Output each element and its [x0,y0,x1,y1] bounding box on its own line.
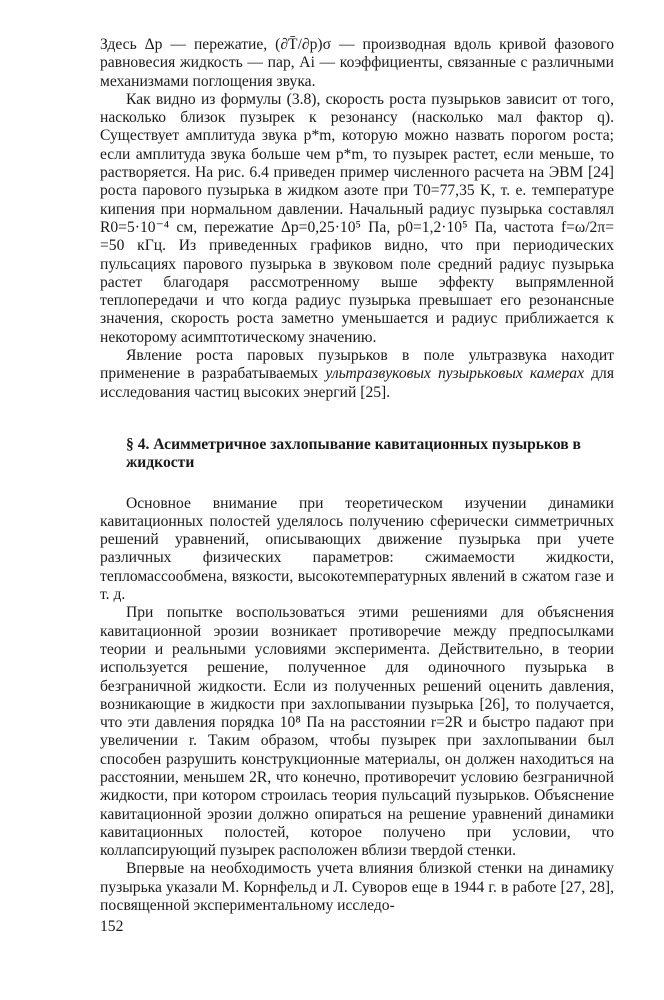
page-number: 152 [100,918,124,935]
paragraph-3-text-a: Явление роста паровых пузырьков в поле ультразвука находит применение в разрабатываемых [100,347,614,383]
paragraph-3 [100,347,614,402]
paragraph-4: Основное внимание при теоретическом изучении динамики кавитационных полостей уделялось получению сферически симметричных решений уравнений, описывающих движение пузырька при учете различных физических параметров: сжимаемости жидкости, тепломассообмена, вязкости, высокотемпературных явлений в сжатом газе и т. д. [100,494,614,604]
paragraph-3-italic-term: ультразвуковых пузырьковых камерах [325,365,584,383]
paragraph-2: Как видно из формулы (3.8), скорость роста пузырьков зависит от того, насколько близок пузырек к резонансу (насколько мал фактор q). Существует амплитуда звука p*m, которую можно назвать порогом роста; если амплитуда звука больше чем p*m, то пузырек растет, если меньше, то растворяется. На рис. 6.4 приведен пример численного расчета на ЭВМ [24] роста парового пузырька в жидком азоте при T0=77,35 K, т. е. температуре кипения при нормальном давлении. Начальный радиус пузырька составлял R0=5·10⁻⁴ см, пережатие Δp=0,25·10⁵ Па, p0=1,2·10⁵ Па, частота f=ω/2π= =50 кГц. Из приведенных графиков видно, что при периодических пульсациях парового пузырька в звуковом поле средний радиус пузырька растет благодаря рассмотренному выше эффекту выпрямленной теплопередачи и что когда радиус пузырька превышает его резонансные значения, скорость роста заметно уменьшается и радиус приближается к некоторому асимптотическому значению. [100,90,614,346]
paragraph-5: При попытке воспользоваться этими решениями для объяснения кавитационной эрозии возникает противоречие между предпосылками теории и реальными условиями эксперимента. Действительно, в теории используется решение, полученное для одиночного пузырька в безграничной жидкости. Если из полученных решений оценить давления, возникающие в жидкости при захлопывании пузырька [26], то получается, что эти давления порядка 10⁸ Па на расстоянии r=2R и быстро падают при увеличении r. Таким образом, чтобы пузырек при захлопывании был способен разрушить конструкционные материалы, он должен находиться на расстоянии, меньшем 2R, что конечно, противоречит условию безграничной жидкости, при котором строилась теория пульсаций пузырьков. Объяснение кавитационной эрозии должно опираться на решение уравнений динамики кавитационных полостей, которое получено при условии, что коллапсирующий пузырек расположен вблизи твердой стенки. [100,604,614,860]
paragraph-6: Впервые на необходимость учета влияния близкой стенки на динамику пузырька указали М. Корнфельд и Л. Суворов еще в 1944 г. в работе [27, 28], посвященной экспериментальному исследо- [100,860,614,915]
paragraph-1: Здесь Δp — пережатие, (∂T̄/∂p)σ — производная вдоль кривой фазового равновесия жидкость — пар, Ai — коэффициенты, связанные с различными механизмами поглощения звука. [100,36,614,90]
paragraph-3-text-b: для исследования частиц высоких энергий [25]. [100,365,614,401]
section-heading: § 4. Асимметричное захлопывание кавитационных пузырьков в жидкости [126,435,581,472]
page-text [100,36,614,915]
